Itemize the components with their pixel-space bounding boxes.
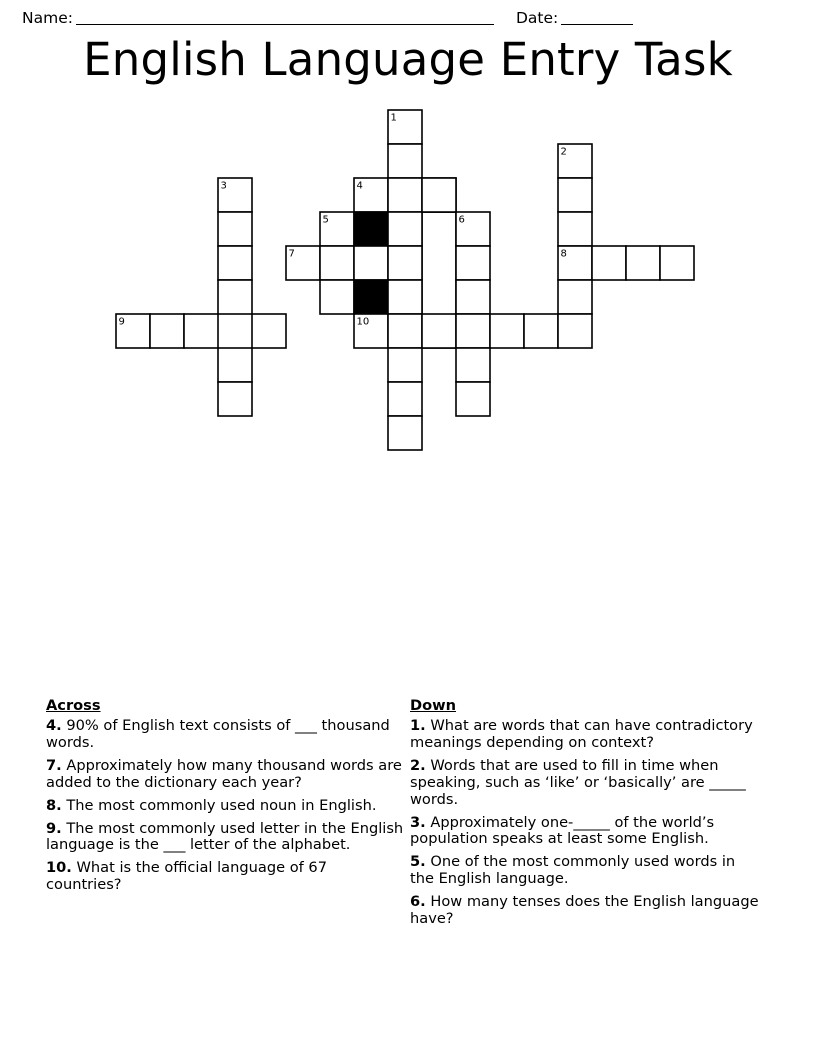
crossword-clue-number: 8	[560, 248, 567, 260]
crossword-cell[interactable]	[218, 246, 252, 280]
crossword-cell[interactable]	[388, 246, 422, 280]
clue-number: 10.	[46, 859, 72, 877]
crossword-cell[interactable]	[388, 382, 422, 416]
clue-text: How many tenses does the English language have?	[410, 893, 759, 928]
clue-number: 4.	[46, 716, 62, 734]
crossword-clue-number: 2	[560, 146, 567, 158]
clue-item	[410, 718, 760, 752]
clue-text: 90% of English text consists of ___ thousand words.	[46, 716, 390, 751]
crossword-cell[interactable]	[558, 212, 592, 246]
clue-number: 2.	[410, 756, 426, 774]
clue-number: 9.	[46, 819, 62, 837]
crossword-cell[interactable]	[456, 382, 490, 416]
crossword-cell[interactable]	[388, 212, 422, 246]
clue-item	[410, 854, 760, 888]
crossword-clue-number: 5	[322, 214, 329, 226]
crossword-cell[interactable]	[388, 416, 422, 450]
clue-number: 1.	[410, 716, 426, 734]
crossword-cell[interactable]	[558, 178, 592, 212]
crossword-cell[interactable]	[218, 280, 252, 314]
clue-number: 6.	[410, 893, 426, 911]
crossword-cell[interactable]	[524, 314, 558, 348]
down-clue-list	[410, 718, 760, 928]
crossword-cell[interactable]	[354, 246, 388, 280]
crossword-clue-number: 3	[220, 180, 227, 192]
clue-text: Words that are used to fill in time when speaking, such as ‘like’ or ‘basically’ are _____ words.	[410, 756, 746, 808]
across-clue-list	[46, 718, 404, 894]
crossword-cell[interactable]	[388, 348, 422, 382]
crossword-clue-number: 1	[390, 112, 397, 124]
crossword-cell[interactable]	[558, 314, 592, 348]
clues-section	[0, 698, 816, 958]
clue-text: The most commonly used letter in the English language is the ___ letter of the alphabet.	[46, 819, 404, 854]
across-heading: Across	[46, 697, 101, 714]
clue-item	[46, 798, 404, 815]
crossword-cell[interactable]	[456, 314, 490, 348]
clue-item	[410, 894, 760, 928]
worksheet-header	[0, 0, 816, 26]
across-clues-column	[46, 698, 404, 900]
crossword-cell[interactable]	[320, 280, 354, 314]
crossword-cell[interactable]	[456, 280, 490, 314]
crossword-cell[interactable]	[626, 246, 660, 280]
clue-text: What is the official language of 67 countries?	[46, 859, 327, 894]
date-blank-line	[561, 10, 633, 25]
clue-item	[410, 815, 760, 849]
clue-text: What are words that can have contradictory meanings depending on context?	[410, 716, 753, 751]
clue-item	[46, 718, 404, 752]
crossword-clue-number: 6	[458, 214, 465, 226]
clue-item	[46, 758, 404, 792]
crossword-cell[interactable]	[422, 178, 456, 212]
crossword-cell-blocked	[354, 280, 388, 314]
crossword-cell[interactable]	[388, 314, 422, 348]
crossword-cell[interactable]	[422, 314, 456, 348]
crossword-clue-number: 7	[288, 248, 295, 260]
clue-text: One of the most commonly used words in the English language.	[410, 853, 736, 888]
crossword-cell[interactable]	[218, 212, 252, 246]
name-label: Name:	[22, 8, 73, 27]
crossword-cell[interactable]	[388, 280, 422, 314]
crossword-cell[interactable]	[592, 246, 626, 280]
crossword-cell[interactable]	[558, 280, 592, 314]
clue-text: Approximately one-_____ of the world’s population speaks at least some English.	[410, 813, 715, 848]
clue-item	[410, 758, 760, 809]
crossword-clue-number: 9	[118, 316, 125, 328]
clue-text: The most commonly used noun in English.	[61, 796, 377, 814]
page-title: English Language Entry Task	[83, 33, 733, 86]
clue-item	[46, 860, 404, 894]
clue-text: Approximately how many thousand words are added to the dictionary each year?	[46, 756, 402, 791]
crossword-cell[interactable]	[320, 246, 354, 280]
crossword-cell[interactable]	[184, 314, 218, 348]
crossword-cell[interactable]	[150, 314, 184, 348]
clue-number: 7.	[46, 756, 62, 774]
crossword-cell[interactable]	[388, 144, 422, 178]
crossword-cell[interactable]	[490, 314, 524, 348]
crossword-grid[interactable]	[100, 105, 720, 465]
clue-item	[46, 821, 404, 855]
clue-number: 8.	[46, 796, 62, 814]
crossword-clue-number: 4	[356, 180, 363, 192]
crossword-cell[interactable]	[660, 246, 694, 280]
crossword-cell[interactable]	[456, 348, 490, 382]
clue-number: 5.	[410, 853, 426, 871]
crossword-cell[interactable]	[456, 246, 490, 280]
crossword-clue-number: 10	[356, 316, 370, 328]
crossword-cell-blocked	[354, 212, 388, 246]
crossword-cell[interactable]	[218, 348, 252, 382]
crossword-cell[interactable]	[218, 382, 252, 416]
clue-number: 3.	[410, 813, 426, 831]
name-blank-line	[76, 10, 494, 25]
crossword-cell[interactable]	[252, 314, 286, 348]
down-heading: Down	[410, 697, 457, 714]
date-label: Date:	[515, 8, 559, 27]
crossword-cell[interactable]	[388, 178, 422, 212]
down-clues-column	[410, 698, 760, 934]
